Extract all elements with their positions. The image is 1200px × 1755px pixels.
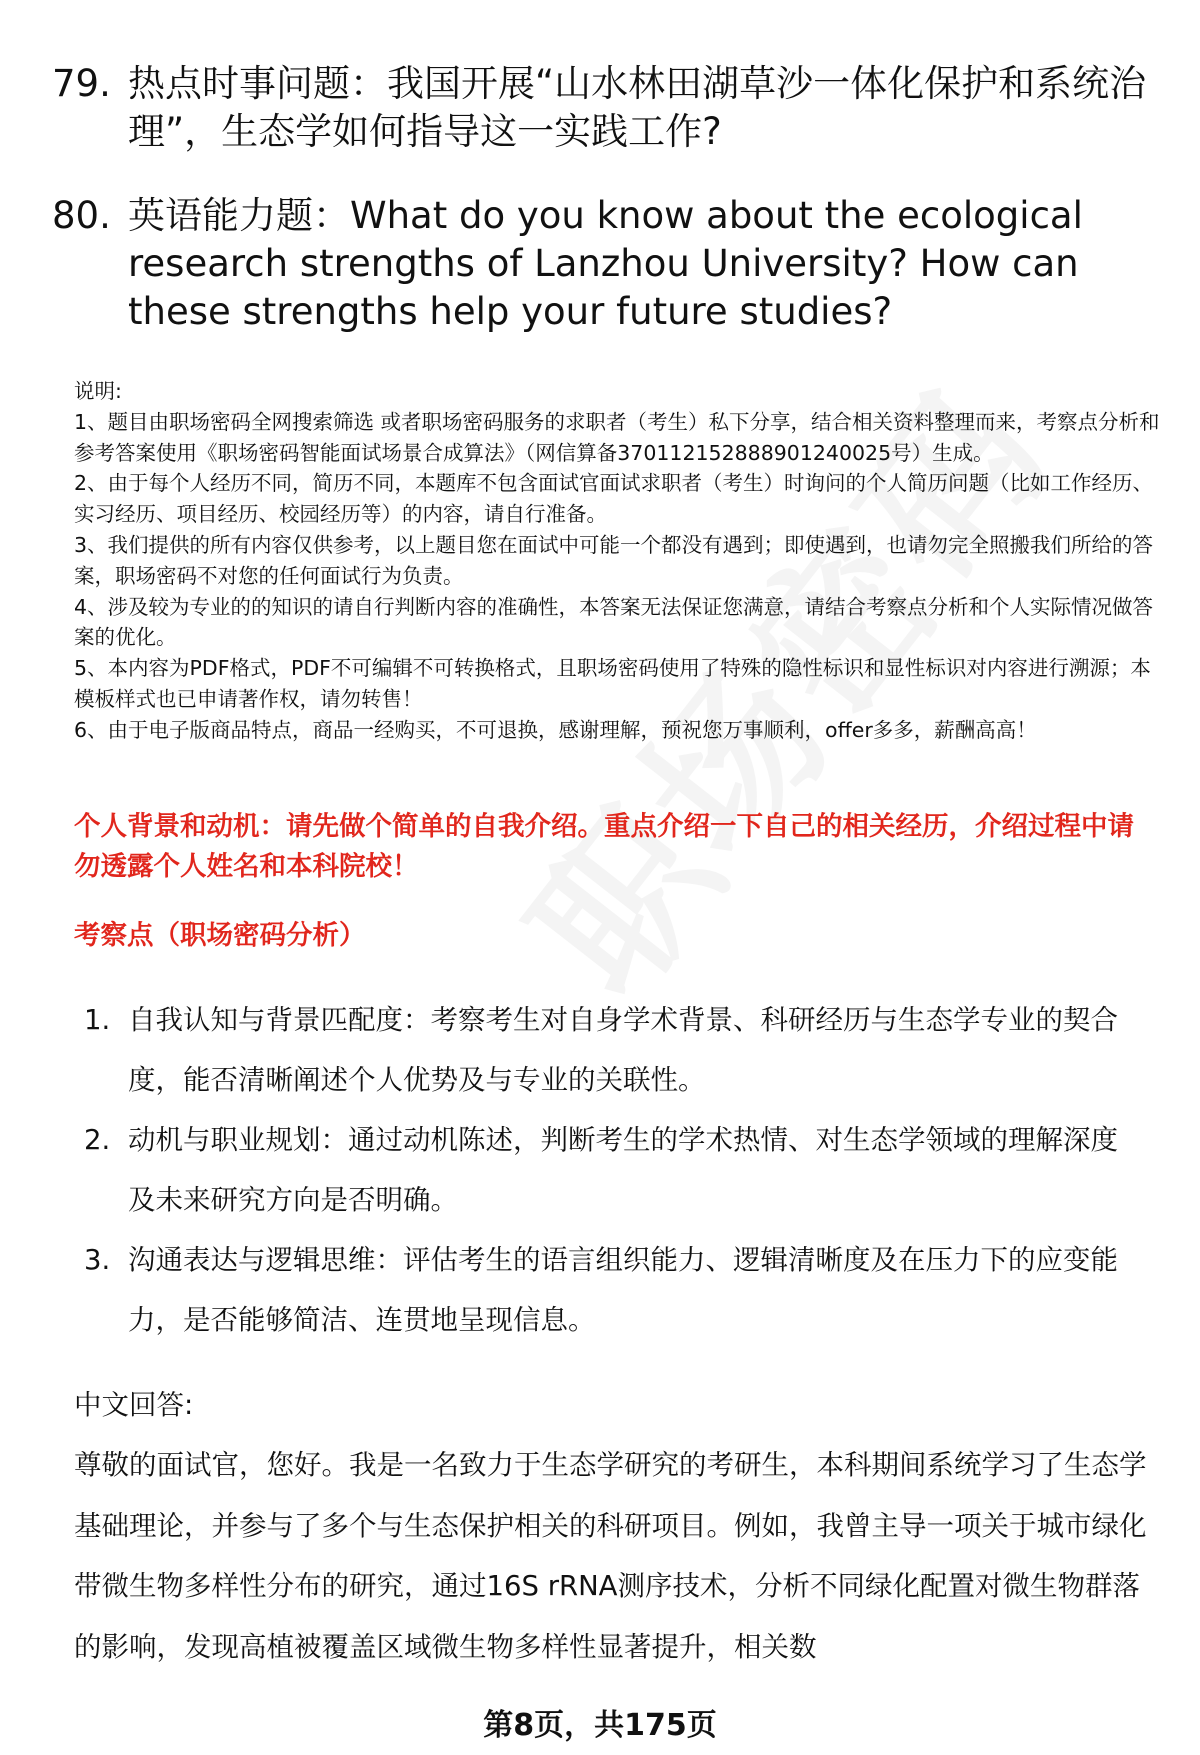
- answer-text: 尊敬的面试官，您好。我是一名致力于生态学研究的考研生，本科期间系统学习了生态学基础理论，并参与了多个与生态保护相关的科研项目。例如，我曾主导一项关于城市绿化带微生物多样性分布的研究，通过16S rRNA测序技术，分析不同绿化配置对微生物群落的影响，发现高植被覆盖区域微生物多样性显著提升，相关数: [74, 1449, 1147, 1663]
- list-item-number: 3.: [84, 1244, 111, 1276]
- analysis-list: [84, 990, 1144, 1350]
- answer-label: 中文回答:: [74, 1389, 194, 1421]
- list-item-text: 动机与职业规划：通过动机陈述，判断考生的学术热情、对生态学领域的理解深度及未来研究方向是否明确。: [128, 1124, 1118, 1216]
- question-80: [52, 192, 1152, 336]
- interview-question-heading: 个人背景和动机：请先做个简单的自我介绍。重点介绍一下自己的相关经历，介绍过程中请勿透露个人姓名和本科院校！: [74, 811, 1134, 882]
- list-item-number: 1.: [84, 1004, 111, 1036]
- note-item: 1、题目由职场密码全网搜索筛选 或者职场密码服务的求职者（考生）私下分享，结合相关资料整理而来，考察点分析和参考答案使用《职场密码智能面试场景合成算法》（网信算备370112152888901240025号）生成。: [74, 409, 1160, 465]
- list-item: [84, 990, 1144, 1110]
- question-79: [52, 60, 1152, 156]
- note-item: 3、我们提供的所有内容仅供参考，以上题目您在面试中可能一个都没有遇到；即使遇到，也请勿完全照搬我们所给的答案，职场密码不对您的任何面试行为负责。: [74, 532, 1154, 588]
- note-item: 5、本内容为PDF格式，PDF不可编辑不可转换格式，且职场密码使用了特殊的隐性标识和显性标识对内容进行溯源；本模板样式也已申请著作权，请勿转售！: [74, 656, 1151, 711]
- list-item: [84, 1230, 1144, 1350]
- note-item: 2、由于每个人经历不同，简历不同，本题库不包含面试官面试求职者（考生）时询问的个人简历问题（比如工作经历、实习经历、项目经历、校园经历等）的内容，请自行准备。: [74, 471, 1154, 527]
- note-item: 4、涉及较为专业的的知识的请自行判断内容的准确性，本答案无法保证您满意，请结合考察点分析和个人实际情况做答案的优化。: [74, 594, 1154, 650]
- note-item: 6、由于电子版商品特点，商品一经购买，不可退换，感谢理解，预祝您万事顺利，offer多多，薪酬高高！: [74, 717, 1037, 742]
- question-text: 英语能力题：What do you know about the ecological research strengths of Lanzhou University? How can these strengths help your future studies?: [128, 194, 1083, 333]
- question-number: 79.: [52, 62, 111, 105]
- analysis-heading: 考察点（职场密码分析）: [74, 920, 366, 951]
- notes-title: 说明:: [74, 379, 122, 403]
- question-number: 80.: [52, 194, 111, 237]
- list-item-number: 2.: [84, 1124, 111, 1156]
- page-footer: 第8页，共175页: [483, 1708, 717, 1743]
- question-text: 热点时事问题：我国开展“山水林田湖草沙一体化保护和系统治理”，生态学如何指导这一实践工作?: [128, 62, 1147, 153]
- notes-section: [74, 376, 1164, 746]
- list-item: [84, 1110, 1144, 1230]
- list-item-text: 沟通表达与逻辑思维：评估考生的语言组织能力、逻辑清晰度及在压力下的应变能力，是否能够简洁、连贯地呈现信息。: [128, 1244, 1118, 1336]
- list-item-text: 自我认知与背景匹配度：考察考生对自身学术背景、科研经历与生态学专业的契合度，能否清晰阐述个人优势及与专业的关联性。: [128, 1004, 1118, 1096]
